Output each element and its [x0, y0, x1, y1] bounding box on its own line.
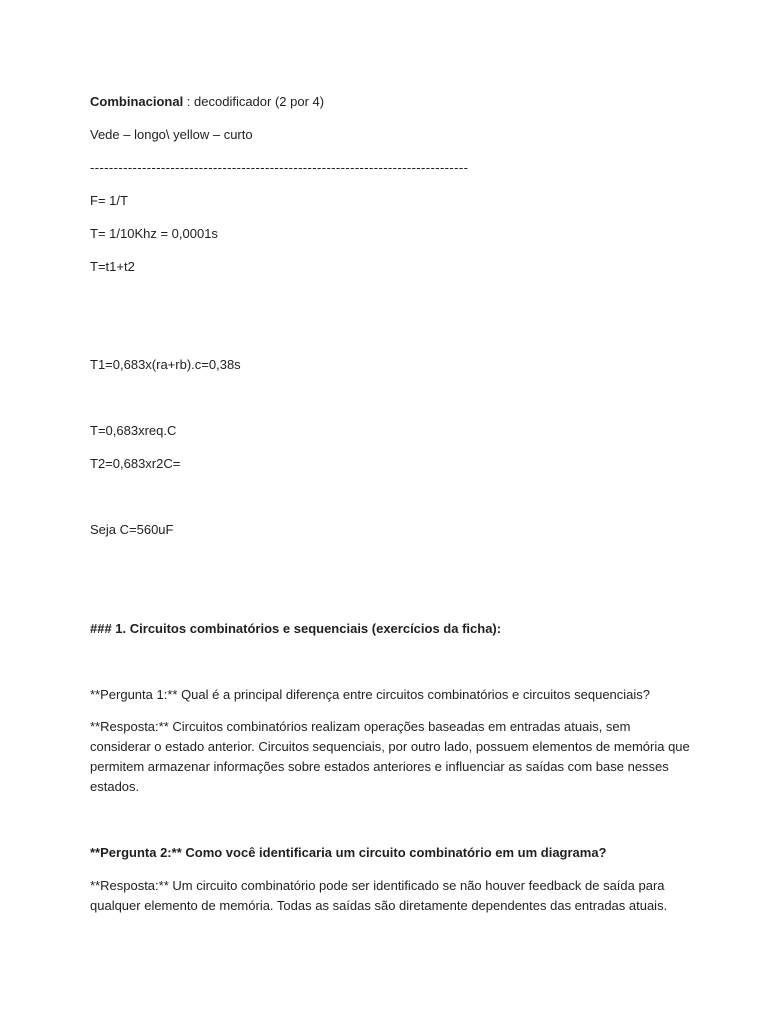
combinacional-label: Combinacional [90, 94, 184, 109]
t2-equation: T2=0,683xr2C= [90, 456, 181, 471]
t1-equation: T1=0,683x(ra+rb).c=0,38s [90, 357, 241, 372]
question-2: **Pergunta 2:** Como você identificaria um circuito combinatório em um diagrama? [90, 845, 607, 860]
period-equation: T= 1/10Khz = 0,0001s [90, 226, 218, 241]
answer-2: **Resposta:** Um circuito combinatório pode ser identificado se não houver feedback de saída para qualquer elemento de memória. Todas as saídas são diretamente dependentes das entradas atuais. [90, 878, 668, 913]
vede-line: Vede – longo\ yellow – curto [90, 127, 253, 142]
answer-1: **Resposta:** Circuitos combinatórios realizam operações baseadas em entradas atuais, sem considerar o estado anterior. Circuitos sequenciais, por outro lado, possuem elementos de memória que permitem armazenar informações sobre estados anteriores e influenciar as saídas com base nesses estados. [90, 719, 690, 794]
section-heading: ### 1. Circuitos combinatórios e sequenciais (exercícios da ficha): [90, 621, 502, 636]
period-sum-equation: T=t1+t2 [90, 259, 135, 274]
t-req-equation: T=0,683xreq.C [90, 423, 177, 438]
combinacional-line [90, 92, 324, 112]
capacitor-value-line: Seja C=560uF [90, 522, 174, 537]
question-1: **Pergunta 1:** Qual é a principal diferença entre circuitos combinatórios e circuitos sequenciais? [90, 687, 651, 702]
combinacional-description: : decodificador (2 por 4) [183, 94, 325, 109]
separator-line: -------------------------------------------------------------------------------- [90, 160, 469, 175]
frequency-equation: F= 1/T [90, 193, 128, 208]
